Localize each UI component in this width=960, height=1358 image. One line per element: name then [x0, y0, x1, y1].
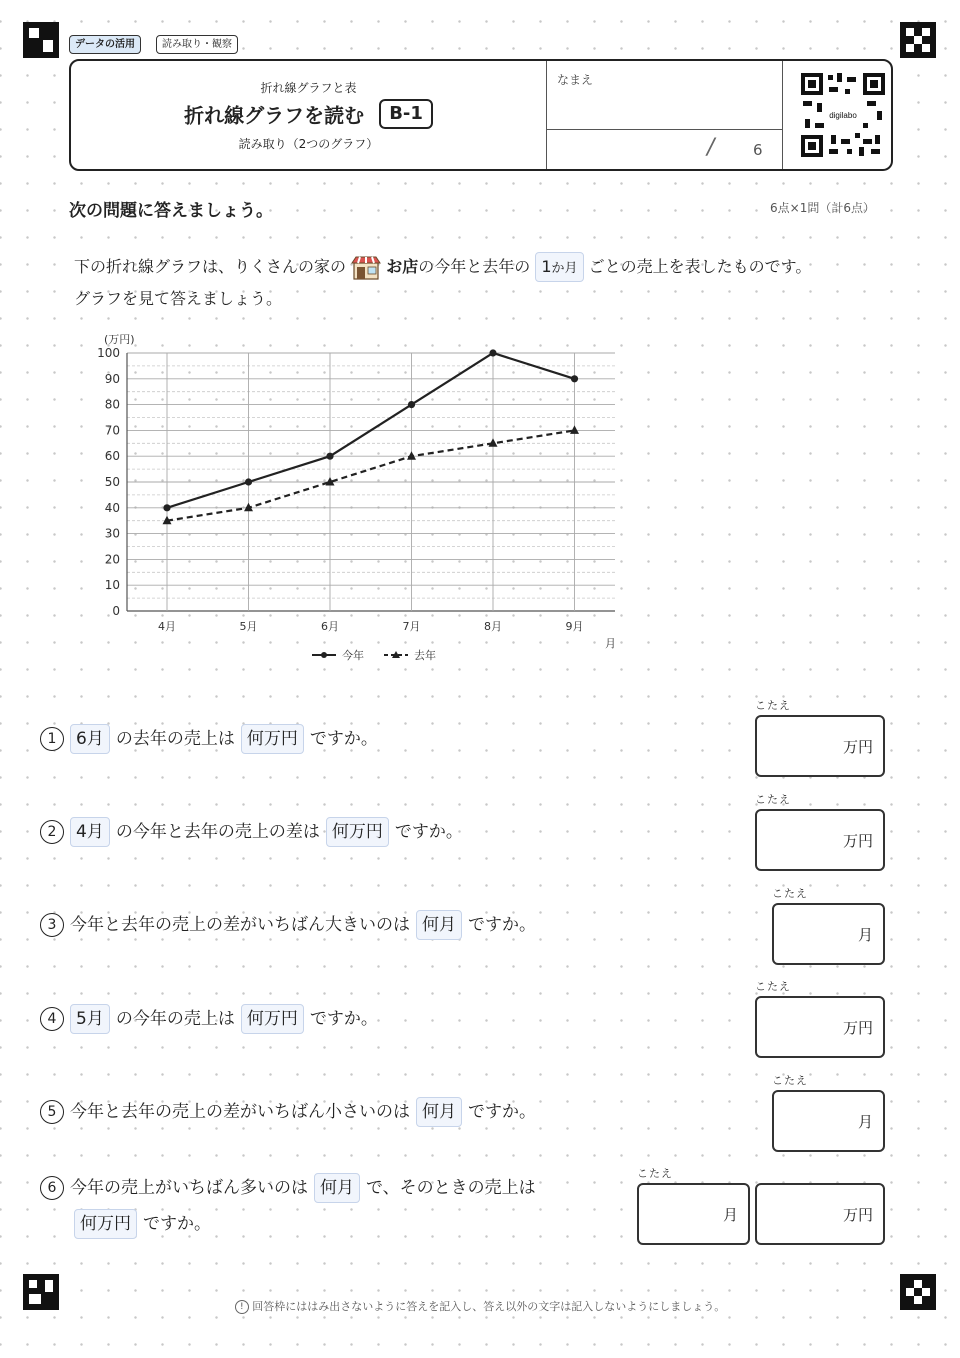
y-tick-label: 100 — [97, 346, 120, 360]
data-point-this-year — [571, 375, 578, 382]
y-tick-label: 80 — [104, 397, 120, 412]
x-tick-label: 6月 — [321, 620, 339, 633]
qr-block — [783, 61, 891, 169]
answer-unit: 万円 — [842, 738, 873, 756]
answer-label: こたえ — [772, 1074, 808, 1087]
answer-unit: 月 — [857, 926, 873, 944]
answer-label: こたえ — [772, 887, 808, 900]
answer-unit: 万円 — [842, 1206, 873, 1224]
keyword-box: 何月 — [314, 1173, 360, 1203]
question-4 — [40, 1004, 384, 1034]
question-text: で、そのときの売上は — [366, 1178, 536, 1198]
header-subtitle: 折れ線グラフと表 — [260, 81, 357, 95]
sales-line-chart — [60, 322, 640, 672]
y-tick-label: 40 — [104, 500, 120, 515]
divider — [547, 129, 782, 130]
question-3 — [40, 910, 542, 940]
name-score-block — [547, 61, 783, 169]
answer-box[interactable] — [772, 1090, 885, 1152]
name-field[interactable] — [557, 101, 772, 121]
y-tick-label: 90 — [104, 371, 120, 386]
score-slash: / — [707, 135, 715, 160]
question-text: ですか。 — [468, 1102, 536, 1122]
x-tick-label: 9月 — [565, 620, 584, 633]
corner-marker-top-right — [900, 22, 936, 58]
question-text: 今年と去年の売上の差がいちばん大きいのは — [70, 915, 410, 935]
answer-box[interactable] — [755, 809, 885, 871]
keyword-box: 何月 — [416, 910, 462, 940]
legend-marker — [321, 652, 327, 658]
y-axis-label: (万円) — [104, 333, 135, 346]
instruction-text: 次の問題に答えましょう。 — [69, 201, 273, 221]
keyword-box: 何万円 — [241, 724, 304, 754]
question-text: の去年の売上は — [115, 729, 235, 749]
y-tick-label: 30 — [104, 526, 120, 541]
intro-line-2: グラフを見て答えましょう。 — [74, 289, 283, 308]
answer-unit: 月 — [857, 1113, 873, 1131]
answer-unit: 万円 — [842, 1019, 873, 1037]
data-point-this-year — [408, 401, 415, 408]
answer-label: こたえ — [637, 1167, 673, 1180]
question-text: ですか。 — [468, 915, 536, 935]
worksheet-header — [69, 59, 893, 171]
data-point-last-year — [489, 438, 498, 447]
question-text: の今年と去年の売上の差は — [115, 822, 320, 842]
x-tick-label: 8月 — [484, 620, 502, 633]
period-box: 1か月 — [535, 252, 583, 282]
answer-unit: 万円 — [842, 832, 873, 850]
question-5 — [40, 1097, 542, 1127]
keyword-box: 何万円 — [241, 1004, 304, 1034]
question-2 — [40, 817, 469, 847]
y-tick-label: 60 — [104, 449, 120, 464]
x-tick-label: 7月 — [402, 620, 421, 633]
keyword-box: 4月 — [70, 817, 110, 847]
question-number: 3 — [40, 913, 64, 937]
y-tick-label: 70 — [104, 423, 120, 438]
page-title: 折れ線グラフを読む — [184, 103, 365, 128]
legend-label: 去年 — [414, 649, 436, 662]
data-point-last-year — [407, 451, 416, 460]
qr-code-icon — [801, 73, 885, 157]
question-number: 6 — [40, 1176, 64, 1200]
answer-box[interactable] — [755, 1183, 885, 1245]
question-number: 5 — [40, 1100, 64, 1124]
keyword-box: 何月 — [416, 1097, 462, 1127]
question-6-line-2 — [74, 1209, 217, 1239]
data-point-last-year — [570, 425, 579, 434]
y-tick-label: 20 — [104, 552, 120, 567]
answer-label: こたえ — [755, 699, 791, 712]
tag-reading: 読み取り・観察 — [156, 35, 238, 54]
keyword-box: 5月 — [70, 1004, 110, 1034]
data-point-this-year — [245, 478, 252, 485]
keyword-box: 何万円 — [74, 1209, 137, 1239]
footer-note: ! 回答枠にははみ出さないように答えを記入し、答え以外の文字は記入しないようにしましょう。 — [0, 1298, 960, 1314]
x-tick-label: 4月 — [158, 620, 176, 633]
y-tick-label: 50 — [104, 475, 120, 489]
y-tick-label: 0 — [112, 604, 120, 618]
shop-icon — [351, 255, 381, 281]
keyword-box: 6月 — [70, 724, 110, 754]
level-badge: B-1 — [379, 99, 433, 129]
header-description: 読み取り（2つのグラフ） — [238, 137, 379, 151]
answer-label: こたえ — [755, 980, 791, 993]
question-number: 1 — [40, 727, 64, 751]
title-row — [71, 99, 546, 129]
question-text: ですか。 — [143, 1214, 211, 1234]
question-number: 2 — [40, 820, 64, 844]
question-text: の今年の売上は — [115, 1009, 235, 1029]
x-axis-label: 月 — [605, 637, 616, 650]
data-point-this-year — [326, 453, 333, 460]
corner-marker-top-left — [23, 22, 59, 58]
answer-box[interactable] — [755, 996, 885, 1058]
question-text: ですか。 — [309, 1009, 378, 1029]
question-number: 4 — [40, 1007, 64, 1031]
y-tick-label: 10 — [104, 578, 120, 593]
answer-label: こたえ — [755, 793, 791, 806]
question-6 — [40, 1173, 542, 1203]
answer-box[interactable] — [637, 1183, 750, 1245]
answer-unit: 月 — [722, 1206, 738, 1224]
points-text: 6点×1問（計6点） — [770, 201, 875, 215]
data-point-this-year — [163, 504, 170, 511]
title-block — [71, 61, 547, 169]
intro-line-1: 下の折れ線グラフは、りくさんの家の お店の今年と去年の 1か月 ごとの売上を表したものです。 — [74, 252, 811, 282]
info-icon: ! — [235, 1300, 249, 1314]
keyword-box: 何万円 — [326, 817, 389, 847]
answer-box[interactable] — [772, 903, 885, 965]
score-total: 6 — [753, 141, 763, 159]
qr-caption: digilabo — [829, 111, 857, 120]
question-text: ですか。 — [394, 822, 463, 842]
question-text: 今年の売上がいちばん多いのは — [70, 1178, 308, 1198]
name-label: なまえ — [557, 73, 594, 87]
series-line-last-year — [167, 430, 575, 520]
question-text: ですか。 — [309, 729, 378, 749]
tag-data-usage: データの活用 — [69, 35, 141, 54]
question-1 — [40, 724, 384, 754]
data-point-this-year — [489, 349, 496, 356]
question-text: 今年と去年の売上の差がいちばん小さいのは — [70, 1102, 410, 1122]
answer-box[interactable] — [755, 715, 885, 777]
x-tick-label: 5月 — [239, 620, 258, 633]
legend-label: 今年 — [342, 649, 364, 662]
